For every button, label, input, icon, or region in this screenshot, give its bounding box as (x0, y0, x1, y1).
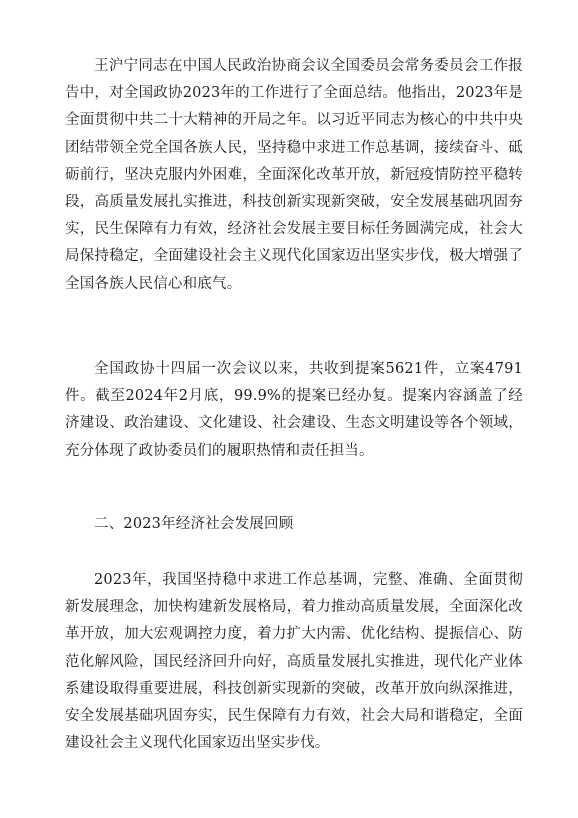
paragraph-work-report-summary: 王沪宁同志在中国人民政治协商会议全国委员会常务委员会工作报告中，对全国政协2023年的工作进行了全面总结。他指出，2023年是全面贯彻中共二十大精神的开局之年。以习近平同志为核心的中共中央团结带领全党全国各族人民，坚持稳中求进工作总基调，接续奋斗、砥砺前行，坚决克服内外困难，全面深化改革开放，新冠疫情防控平稳转段，高质量发展扎实推进，科技创新实现新突破，安全发展基础巩固夯实，民生保障有力有效，经济社会发展主要目标任务圆满完成，社会大局保持稳定，全面建设社会主义现代化国家迈出坚实步伐，极大增强了全国各族人民信心和底气。 (65, 58, 523, 292)
section-heading: 二、2023年经济社会发展回顾 (94, 516, 294, 532)
paragraph-proposals: 全国政协十四届一次会议以来，共收到提案5621件，立案4791件。截至2024年2月底，99.9%的提案已经办复。提案内容涵盖了经济建设、政治建设、文化建设、社会建设、生态文明建设等各个领域，充分体现了政协委员们的履职热情和责任担当。 (65, 361, 523, 459)
paragraph-economic-review: 2023年，我国坚持稳中求进工作总基调，完整、准确、全面贯彻新发展理念，加快构建新发展格局，着力推动高质量发展，全面深化改革开放，加大宏观调控力度，着力扩大内需、优化结构、提振信心、防范化解风险，国民经济回升向好，高质量发展扎实推进，现代化产业体系建设取得重要进展，科技创新实现新的突破，改革开放向纵深推进，安全发展基础巩固夯实，民生保障有力有效，社会大局和谐稳定，全面建设社会主义现代化国家迈出坚实步伐。 (65, 572, 523, 752)
